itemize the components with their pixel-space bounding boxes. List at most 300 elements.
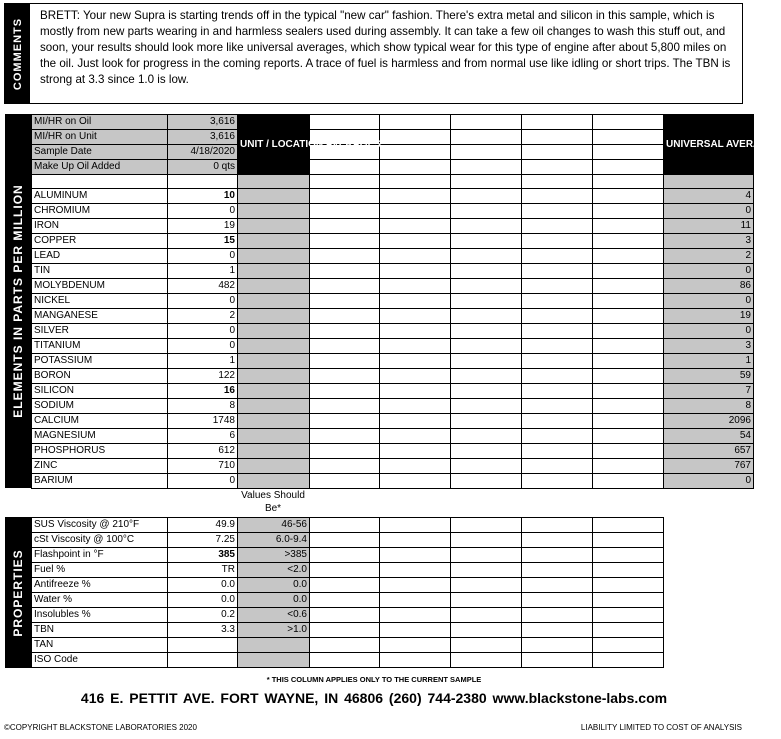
history-cell bbox=[310, 653, 380, 668]
element-name: SILVER bbox=[32, 324, 168, 339]
element-name: ALUMINUM bbox=[32, 189, 168, 204]
elements-table bbox=[31, 114, 781, 489]
history-cell bbox=[380, 264, 451, 279]
property-value: 3.3 bbox=[168, 623, 238, 638]
history-cell bbox=[522, 160, 593, 175]
universal-average: 86 bbox=[664, 279, 754, 294]
history-cell bbox=[593, 459, 664, 474]
history-cell bbox=[380, 369, 451, 384]
spacer-cell bbox=[593, 175, 664, 189]
history-cell bbox=[451, 115, 522, 130]
element-value: 1748 bbox=[168, 414, 238, 429]
history-cell bbox=[310, 444, 380, 459]
history-cell bbox=[451, 145, 522, 160]
element-value: 0 bbox=[168, 294, 238, 309]
history-cell bbox=[451, 189, 522, 204]
element-row bbox=[32, 219, 754, 234]
history-cell bbox=[593, 324, 664, 339]
property-row bbox=[32, 533, 664, 548]
property-row bbox=[32, 563, 664, 578]
unit-average-cell bbox=[238, 414, 310, 429]
history-cell bbox=[593, 653, 664, 668]
properties-label: PROPERTIES bbox=[11, 548, 25, 637]
history-cell bbox=[522, 324, 593, 339]
unit-average-cell bbox=[238, 339, 310, 354]
property-row bbox=[32, 608, 664, 623]
history-cell bbox=[380, 204, 451, 219]
history-cell bbox=[310, 189, 380, 204]
unit-average-cell bbox=[238, 429, 310, 444]
history-cell bbox=[380, 593, 451, 608]
element-value: 0 bbox=[168, 204, 238, 219]
universal-average: 19 bbox=[664, 309, 754, 324]
unit-average-cell bbox=[238, 444, 310, 459]
info-row bbox=[32, 145, 754, 160]
element-value: 1 bbox=[168, 354, 238, 369]
history-cell bbox=[310, 279, 380, 294]
history-cell bbox=[522, 189, 593, 204]
history-cell bbox=[522, 294, 593, 309]
property-value: 49.9 bbox=[168, 518, 238, 533]
history-cell bbox=[310, 234, 380, 249]
property-value: TR bbox=[168, 563, 238, 578]
element-row bbox=[32, 189, 754, 204]
universal-average: 0 bbox=[664, 264, 754, 279]
history-cell bbox=[451, 309, 522, 324]
element-name: NICKEL bbox=[32, 294, 168, 309]
history-cell bbox=[380, 399, 451, 414]
element-row bbox=[32, 309, 754, 324]
property-should-be: >385 bbox=[238, 548, 310, 563]
comments-box bbox=[4, 3, 743, 104]
spacer-cell bbox=[664, 175, 754, 189]
element-row bbox=[32, 204, 754, 219]
info-value: 4/18/2020 bbox=[168, 145, 238, 160]
history-cell bbox=[593, 623, 664, 638]
info-row bbox=[32, 115, 754, 130]
history-cell bbox=[380, 518, 451, 533]
element-value: 2 bbox=[168, 309, 238, 324]
element-row bbox=[32, 294, 754, 309]
history-cell bbox=[380, 459, 451, 474]
history-cell bbox=[593, 429, 664, 444]
element-value: 6 bbox=[168, 429, 238, 444]
spacer-cell bbox=[310, 175, 380, 189]
element-name: BARIUM bbox=[32, 474, 168, 489]
history-cell bbox=[522, 115, 593, 130]
property-value bbox=[168, 638, 238, 653]
property-should-be: 0.0 bbox=[238, 593, 310, 608]
spacer-cell bbox=[380, 175, 451, 189]
history-cell bbox=[451, 369, 522, 384]
history-cell bbox=[380, 414, 451, 429]
history-cell bbox=[522, 518, 593, 533]
history-cell bbox=[522, 399, 593, 414]
history-cell bbox=[380, 533, 451, 548]
property-name: TAN bbox=[32, 638, 168, 653]
values-should-be-header: Values Should Be* bbox=[241, 490, 305, 514]
history-cell bbox=[593, 369, 664, 384]
property-name: SUS Viscosity @ 210°F bbox=[32, 518, 168, 533]
element-value: 8 bbox=[168, 399, 238, 414]
element-value: 10 bbox=[168, 189, 238, 204]
history-cell bbox=[380, 160, 451, 175]
history-cell bbox=[380, 429, 451, 444]
history-cell bbox=[310, 399, 380, 414]
history-cell bbox=[451, 429, 522, 444]
info-row bbox=[32, 130, 754, 145]
unit-average-cell bbox=[238, 234, 310, 249]
history-cell bbox=[451, 399, 522, 414]
property-should-be bbox=[238, 653, 310, 668]
history-cell bbox=[522, 279, 593, 294]
unit-average-cell bbox=[238, 309, 310, 324]
element-value: 612 bbox=[168, 444, 238, 459]
element-name: CHROMIUM bbox=[32, 204, 168, 219]
element-name: ZINC bbox=[32, 459, 168, 474]
spacer-cell bbox=[451, 175, 522, 189]
element-name: PHOSPHORUS bbox=[32, 444, 168, 459]
unit-average-cell bbox=[238, 384, 310, 399]
history-cell bbox=[380, 608, 451, 623]
history-cell bbox=[310, 608, 380, 623]
element-row bbox=[32, 279, 754, 294]
property-row bbox=[32, 593, 664, 608]
history-cell bbox=[380, 294, 451, 309]
element-name: TIN bbox=[32, 264, 168, 279]
element-row bbox=[32, 444, 754, 459]
history-cell bbox=[380, 653, 451, 668]
universal-average: 767 bbox=[664, 459, 754, 474]
universal-average: 0 bbox=[664, 294, 754, 309]
history-cell bbox=[522, 414, 593, 429]
history-cell bbox=[593, 444, 664, 459]
history-cell bbox=[522, 623, 593, 638]
properties-label-bar bbox=[5, 517, 31, 668]
history-cell bbox=[310, 474, 380, 489]
unit-location-averages-header: UNIT / LOCATION AVERAGES bbox=[238, 115, 310, 175]
history-cell bbox=[593, 608, 664, 623]
history-cell bbox=[522, 145, 593, 160]
universal-average: 2096 bbox=[664, 414, 754, 429]
history-cell bbox=[451, 578, 522, 593]
info-label: Sample Date bbox=[32, 145, 168, 160]
history-cell bbox=[593, 593, 664, 608]
history-cell bbox=[522, 459, 593, 474]
history-cell bbox=[451, 533, 522, 548]
history-cell bbox=[593, 160, 664, 175]
universal-average: 11 bbox=[664, 219, 754, 234]
history-cell bbox=[522, 429, 593, 444]
properties-table bbox=[31, 517, 664, 668]
history-cell bbox=[593, 518, 664, 533]
history-cell bbox=[451, 414, 522, 429]
history-cell bbox=[310, 309, 380, 324]
history-cell bbox=[451, 548, 522, 563]
history-cell bbox=[380, 638, 451, 653]
history-cell bbox=[310, 429, 380, 444]
history-cell bbox=[451, 593, 522, 608]
history-cell bbox=[593, 384, 664, 399]
history-cell bbox=[522, 608, 593, 623]
property-should-be: 46-56 bbox=[238, 518, 310, 533]
spacer-cell bbox=[168, 175, 238, 189]
history-cell bbox=[593, 399, 664, 414]
history-cell bbox=[593, 130, 664, 145]
history-cell bbox=[451, 339, 522, 354]
universal-average: 54 bbox=[664, 429, 754, 444]
history-cell bbox=[310, 369, 380, 384]
property-name: TBN bbox=[32, 623, 168, 638]
spacer-row bbox=[32, 175, 754, 189]
history-cell bbox=[310, 548, 380, 563]
info-value: 3,616 bbox=[168, 130, 238, 145]
element-name: LEAD bbox=[32, 249, 168, 264]
element-row bbox=[32, 459, 754, 474]
history-cell bbox=[522, 219, 593, 234]
history-cell bbox=[593, 354, 664, 369]
history-cell bbox=[451, 474, 522, 489]
history-cell bbox=[451, 518, 522, 533]
history-cell bbox=[593, 533, 664, 548]
history-cell bbox=[593, 115, 664, 130]
element-row bbox=[32, 414, 754, 429]
history-cell bbox=[451, 264, 522, 279]
history-cell bbox=[522, 638, 593, 653]
liability-text: LIABILITY LIMITED TO COST OF ANALYSIS bbox=[580, 723, 742, 732]
column-note: * THIS COLUMN APPLIES ONLY TO THE CURRENT SAMPLE bbox=[266, 675, 482, 684]
history-cell bbox=[593, 309, 664, 324]
history-cell bbox=[380, 234, 451, 249]
history-cell bbox=[310, 593, 380, 608]
history-cell bbox=[310, 264, 380, 279]
property-row bbox=[32, 638, 664, 653]
history-cell bbox=[380, 339, 451, 354]
property-value: 385 bbox=[168, 548, 238, 563]
element-value: 482 bbox=[168, 279, 238, 294]
element-row bbox=[32, 264, 754, 279]
property-value bbox=[168, 653, 238, 668]
history-cell bbox=[310, 354, 380, 369]
history-cell bbox=[310, 324, 380, 339]
history-cell bbox=[593, 414, 664, 429]
history-cell bbox=[310, 384, 380, 399]
history-cell bbox=[593, 204, 664, 219]
history-cell bbox=[310, 623, 380, 638]
element-row bbox=[32, 399, 754, 414]
history-cell bbox=[310, 459, 380, 474]
history-cell bbox=[451, 249, 522, 264]
comments-label: COMMENTS bbox=[11, 17, 24, 90]
history-cell bbox=[593, 279, 664, 294]
element-row bbox=[32, 234, 754, 249]
element-value: 0 bbox=[168, 324, 238, 339]
universal-average: 2 bbox=[664, 249, 754, 264]
property-should-be: <0.6 bbox=[238, 608, 310, 623]
element-name: TITANIUM bbox=[32, 339, 168, 354]
history-cell bbox=[593, 474, 664, 489]
history-cell bbox=[310, 115, 380, 130]
history-cell bbox=[522, 653, 593, 668]
history-cell bbox=[522, 234, 593, 249]
universal-average: 4 bbox=[664, 189, 754, 204]
history-cell bbox=[380, 324, 451, 339]
property-row bbox=[32, 548, 664, 563]
element-name: MANGANESE bbox=[32, 309, 168, 324]
history-cell bbox=[380, 384, 451, 399]
history-cell bbox=[451, 234, 522, 249]
spacer-cell bbox=[522, 175, 593, 189]
history-cell bbox=[380, 578, 451, 593]
info-label: MI/HR on Unit bbox=[32, 130, 168, 145]
element-value: 0 bbox=[168, 249, 238, 264]
universal-average: 1 bbox=[664, 354, 754, 369]
element-row bbox=[32, 324, 754, 339]
property-name: Flashpoint in °F bbox=[32, 548, 168, 563]
property-name: Insolubles % bbox=[32, 608, 168, 623]
history-cell bbox=[380, 130, 451, 145]
history-cell bbox=[522, 444, 593, 459]
history-cell bbox=[593, 548, 664, 563]
element-row bbox=[32, 249, 754, 264]
history-cell bbox=[522, 354, 593, 369]
universal-average: 657 bbox=[664, 444, 754, 459]
element-name: MOLYBDENUM bbox=[32, 279, 168, 294]
history-cell bbox=[380, 145, 451, 160]
history-cell bbox=[522, 339, 593, 354]
property-name: cSt Viscosity @ 100°C bbox=[32, 533, 168, 548]
element-row bbox=[32, 354, 754, 369]
history-cell bbox=[522, 204, 593, 219]
history-cell bbox=[380, 354, 451, 369]
element-value: 15 bbox=[168, 234, 238, 249]
history-cell bbox=[310, 414, 380, 429]
history-cell bbox=[593, 294, 664, 309]
history-cell bbox=[310, 219, 380, 234]
history-cell bbox=[380, 219, 451, 234]
unit-average-cell bbox=[238, 264, 310, 279]
property-name: Fuel % bbox=[32, 563, 168, 578]
history-cell bbox=[451, 354, 522, 369]
universal-average: 3 bbox=[664, 339, 754, 354]
history-cell bbox=[522, 369, 593, 384]
property-row bbox=[32, 578, 664, 593]
history-cell bbox=[310, 533, 380, 548]
history-cell bbox=[593, 578, 664, 593]
history-cell bbox=[451, 324, 522, 339]
property-should-be bbox=[238, 638, 310, 653]
history-cell bbox=[522, 533, 593, 548]
history-cell bbox=[380, 563, 451, 578]
history-cell bbox=[380, 279, 451, 294]
property-value: 7.25 bbox=[168, 533, 238, 548]
property-should-be: 0.0 bbox=[238, 578, 310, 593]
unit-average-cell bbox=[238, 249, 310, 264]
property-name: ISO Code bbox=[32, 653, 168, 668]
property-name: Water % bbox=[32, 593, 168, 608]
property-name: Antifreeze % bbox=[32, 578, 168, 593]
history-cell bbox=[380, 548, 451, 563]
element-name: POTASSIUM bbox=[32, 354, 168, 369]
universal-average: 3 bbox=[664, 234, 754, 249]
history-cell bbox=[380, 249, 451, 264]
element-name: COPPER bbox=[32, 234, 168, 249]
history-cell bbox=[310, 160, 380, 175]
property-value: 0.0 bbox=[168, 593, 238, 608]
unit-average-cell bbox=[238, 294, 310, 309]
copyright-text: ©COPYRIGHT BLACKSTONE LABORATORIES 2020 bbox=[4, 723, 197, 732]
history-cell bbox=[310, 294, 380, 309]
history-cell bbox=[380, 309, 451, 324]
history-cell bbox=[522, 249, 593, 264]
property-should-be: >1.0 bbox=[238, 623, 310, 638]
unit-average-cell bbox=[238, 459, 310, 474]
comments-label-bar bbox=[5, 4, 30, 103]
history-cell bbox=[593, 339, 664, 354]
history-cell bbox=[310, 249, 380, 264]
universal-averages-header: UNIVERSAL AVERAGES bbox=[664, 115, 754, 175]
unit-average-cell bbox=[238, 354, 310, 369]
history-cell bbox=[451, 563, 522, 578]
history-cell bbox=[451, 384, 522, 399]
element-name: MAGNESIUM bbox=[32, 429, 168, 444]
history-cell bbox=[522, 264, 593, 279]
history-cell bbox=[451, 459, 522, 474]
info-row bbox=[32, 160, 754, 175]
element-value: 710 bbox=[168, 459, 238, 474]
history-cell bbox=[451, 219, 522, 234]
history-cell bbox=[451, 444, 522, 459]
history-cell bbox=[451, 130, 522, 145]
unit-average-cell bbox=[238, 204, 310, 219]
history-cell bbox=[593, 219, 664, 234]
element-value: 16 bbox=[168, 384, 238, 399]
element-value: 0 bbox=[168, 339, 238, 354]
history-cell bbox=[522, 548, 593, 563]
history-cell bbox=[451, 294, 522, 309]
spacer-cell bbox=[32, 175, 168, 189]
history-cell bbox=[593, 638, 664, 653]
history-cell bbox=[380, 623, 451, 638]
property-row bbox=[32, 518, 664, 533]
history-cell bbox=[522, 563, 593, 578]
history-cell bbox=[310, 339, 380, 354]
elements-label: ELEMENTS IN PARTS PER MILLION bbox=[11, 184, 25, 418]
info-label: Make Up Oil Added bbox=[32, 160, 168, 175]
history-cell bbox=[522, 130, 593, 145]
history-cell bbox=[593, 189, 664, 204]
history-cell bbox=[380, 115, 451, 130]
history-cell bbox=[451, 204, 522, 219]
history-cell bbox=[451, 608, 522, 623]
element-row bbox=[32, 429, 754, 444]
history-cell bbox=[380, 444, 451, 459]
info-value: 3,616 bbox=[168, 115, 238, 130]
history-cell bbox=[593, 249, 664, 264]
unit-average-cell bbox=[238, 399, 310, 414]
info-value: 0 qts bbox=[168, 160, 238, 175]
universal-average: 0 bbox=[664, 204, 754, 219]
unit-average-cell bbox=[238, 369, 310, 384]
unit-average-cell bbox=[238, 189, 310, 204]
history-cell bbox=[522, 593, 593, 608]
history-cell bbox=[522, 384, 593, 399]
history-cell bbox=[451, 279, 522, 294]
property-should-be: 6.0-9.4 bbox=[238, 533, 310, 548]
element-row bbox=[32, 384, 754, 399]
history-cell bbox=[593, 264, 664, 279]
history-cell bbox=[310, 518, 380, 533]
